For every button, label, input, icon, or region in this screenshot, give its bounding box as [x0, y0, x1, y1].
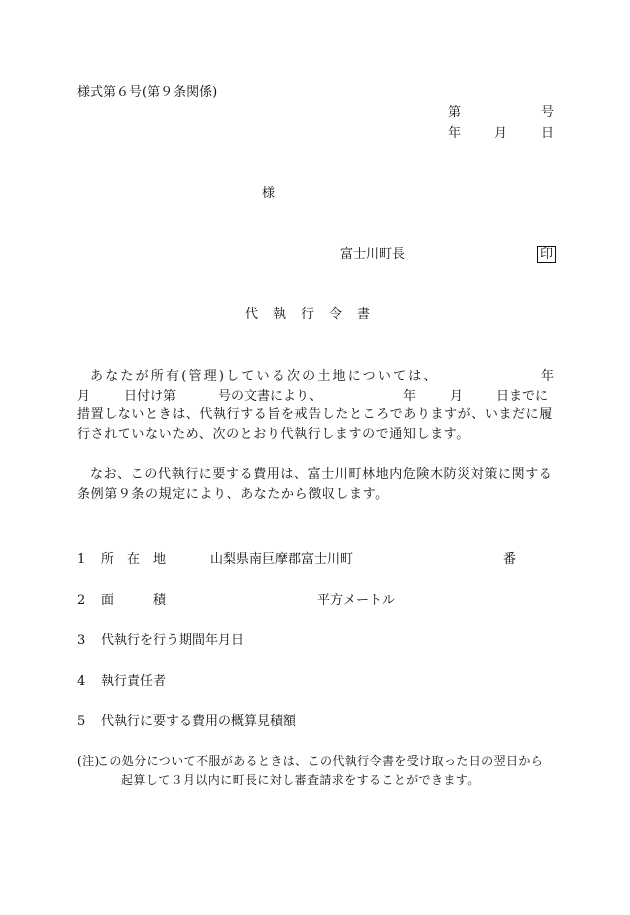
para1-month: 月: [77, 389, 91, 404]
para1-until: 日までに: [496, 389, 549, 404]
note-text: この処分について不服があるときは、この代執行令書を受け取った日の翌日から起算して３月以内に町長に対し審査請求をすることができます。: [97, 754, 544, 787]
item-4-no: 4: [77, 674, 86, 689]
item-1-no: 1: [77, 552, 86, 567]
date-hi: 日: [541, 126, 555, 141]
para1-document: 号の文書により、: [218, 389, 323, 404]
date-tsuki: 月: [494, 126, 508, 141]
item-2-value: 平方メートル: [317, 593, 396, 608]
item-2-no: 2: [77, 593, 86, 608]
issuer-name: 富士川町長: [340, 247, 406, 262]
seal-mark: 印: [537, 246, 556, 263]
para1-rest: 措置しないときは、代執行する旨を戒告したところでありますが、いまだに履行されていないため、次のとおり代執行しますので通知します。: [77, 407, 553, 442]
item-5-label: 代執行に要する費用の概算見積額: [101, 714, 297, 729]
item-5-no: 5: [77, 714, 86, 729]
item-1-suffix: 番: [503, 552, 517, 567]
form-label: 様式第６号(第９条関係): [77, 85, 218, 100]
item-3-no: 3: [77, 633, 86, 648]
para1-year: 年: [541, 369, 555, 384]
para1-dated: 日付け第: [124, 389, 177, 404]
addressee-suffix: 様: [262, 186, 276, 201]
item-3-label: 代執行を行う期間年月日: [101, 633, 245, 648]
paragraph-2: なお、この代執行に要する費用は、富士川町林地内危険木防災対策に関する条例第９条の規定により、あなたから徴収します。: [77, 467, 553, 502]
item-4-label: 執行責任者: [101, 674, 167, 689]
para1-line1: あなたが所有(管理)している次の土地については、: [90, 369, 439, 384]
item-1-value: 山梨県南巨摩郡富士川町: [210, 552, 354, 567]
document-title: 代 執 行 令 書: [245, 307, 372, 322]
item-1-label: 所 在 地: [101, 552, 167, 567]
date-nen: 年: [448, 126, 462, 141]
ref-dai: 第: [448, 105, 462, 120]
para1-month2: 月: [450, 389, 464, 404]
para1-year2: 年: [403, 389, 417, 404]
note-mark: (注): [77, 754, 100, 768]
item-2-label: 面 積: [101, 593, 167, 608]
ref-go: 号: [541, 105, 555, 120]
